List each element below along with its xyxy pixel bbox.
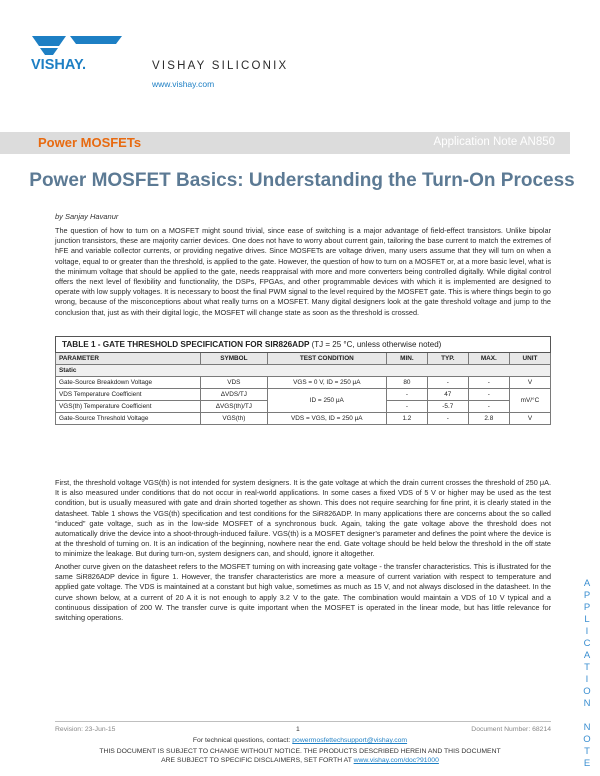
cell-symbol: ΔVDS/TJ — [201, 389, 268, 401]
col-header: MAX. — [468, 353, 509, 365]
transfer-curve-paragraph: Another curve given on the datasheet refers to the MOSFET turning on with increasing gate voltage - the transfer characteristics. This is illustrated for the same SiR826ADP device in figure 1. However, the transfer characteristics are more a measure of current variation with respect to temperature and applied gate voltage. The VDS is maintained at a constant but high value, sometimes as much as 15 V, and not always disclosed in the datasheet. In the curve shown below, at a current of 20 A it is not enough to apply 3.2 V to the gate. The combination would maintain a VDS of 10 V typical and a continuous dissipation of 200 W. The transfer curve is quite important when the MOSFET is operated in the linear mode, but has little relevance for switching operations. — [55, 562, 551, 623]
side-label-letter: O — [583, 734, 591, 745]
cell-symbol: VDS — [201, 377, 268, 389]
col-header: MIN. — [386, 353, 427, 365]
gate-threshold-table — [55, 336, 551, 425]
table-header-row — [56, 353, 551, 365]
byline: by Sanjay Havanur — [55, 212, 119, 221]
threshold-paragraph: First, the threshold voltage VGS(th) is not intended for system designers. It is the gate voltage at which the drain current crosses the threshold of 250 μA. It is also measured under conditions that do not occur in real-world applications. In some cases a fixed VDS of 5 V or higher may be used as the test condition, but is usually measured with gate and drain shorted together as shown. This does not require searching for fine print, it is clearly stated in the datasheet. Table 1 shows the VGS(th) specification and test conditions for the SiR826ADP. In many applications there are concerns about the so called “induced” gate voltage, such as in the low-side MOSFET of a synchronous buck. Again, taking the gate voltage above the threshold does not automatically drive the device into a shoot-through-induced failure. VGS(th) is a MOSFET designer’s parameter and defines the point where the device is at the threshold of turning on. It is an indication of the beginning, nowhere near the end. Gate voltage should be held below the threshold in the off state to minimize the leakage. But during turn-on, system designers can, and should, ignore it altogether. — [55, 478, 551, 559]
table-caption-title: TABLE 1 - GATE THRESHOLD SPECIFICATION FOR SIR826ADP — [62, 340, 310, 349]
table-caption-condition: (TJ = 25 °C, unless otherwise noted) — [311, 340, 442, 349]
cell-typ: - — [427, 377, 468, 389]
disclaimer-link[interactable]: www.vishay.com/doc?91000 — [353, 757, 439, 764]
side-label-letter: T — [584, 746, 590, 757]
vishay-logo — [30, 34, 124, 72]
cell-unit: V — [509, 413, 550, 425]
document-number: Document Number: 68214 — [471, 726, 551, 733]
table-row — [56, 377, 551, 389]
page-title: Power MOSFET Basics: Understanding the Turn-On Process — [29, 170, 575, 191]
cell-symbol: ΔVGS(th)/TJ — [201, 401, 268, 413]
cell-typ: - — [427, 413, 468, 425]
side-label-letter — [579, 710, 595, 722]
side-label-letter: A — [583, 578, 591, 589]
side-label-letter: I — [585, 674, 589, 685]
side-label-letter: E — [583, 758, 591, 769]
side-label-letter: A — [583, 650, 591, 661]
cell-param: VGS(th) Temperature Coefficient — [56, 401, 201, 413]
disclaimer-line-2 — [0, 757, 600, 764]
side-label-letter: N — [583, 698, 591, 709]
cell-max: 2.8 — [468, 413, 509, 425]
contact-prefix: For technical questions, contact: — [192, 737, 291, 744]
table-caption — [56, 337, 551, 353]
table-row — [56, 389, 551, 401]
cell-cond: VDS = VGS, ID = 250 μA — [267, 413, 386, 425]
cell-param: Gate-Source Breakdown Voltage — [56, 377, 201, 389]
cell-cond: VGS = 0 V, ID = 250 μA — [267, 377, 386, 389]
cell-param: Gate-Source Threshold Voltage — [56, 413, 201, 425]
side-label-letter: P — [583, 590, 591, 601]
side-label-letter: O — [583, 686, 591, 697]
table-section-label: Static — [56, 365, 551, 377]
banner-app-note: Application Note AN850 — [433, 136, 555, 148]
company-name: VISHAY SILICONIX — [152, 60, 289, 72]
side-label-letter: T — [584, 662, 590, 673]
side-label-letter: L — [584, 614, 590, 625]
disclaimer-prefix: ARE SUBJECT TO SPECIFIC DISCLAIMERS, SET FORTH AT — [161, 757, 352, 764]
cell-typ: 47 — [427, 389, 468, 401]
col-header: TYP. — [427, 353, 468, 365]
side-label-letter: N — [583, 722, 591, 733]
page-number: 1 — [296, 726, 300, 733]
cell-symbol: VGS(th) — [201, 413, 268, 425]
intro-paragraph: The question of how to turn on a MOSFET might sound trivial, since ease of switching is a major advantage of field-effect transistors. Unlike bipolar junction transistors, these are majority carrier devices. One does not have to worry about current gain, tailoring the base current to match the extremes of hFE and variable collector currents, or providing negative drives. Since MOSFETs are voltage driven, many users assume that they will turn on when a voltage, equal to or greater than the threshold, is applied to the gate. However, the question of how to turn on a MOSFET or, at a more basic level, what is the minimum voltage that should be applied to the gate, needs reappraisal with more and more converters being controlled digitally. While digital control offers the next level of flexibility and functionality, the DSPs, FPGAs, and other programmable devices with which it is implemented are designed to operate with low supply voltages. It is necessary to boost the final PWM signal to the level required by the MOSFET gate. This is where things begin to go wrong, because of the misconceptions about what really turns on a MOSFET. Many digital designers look at the gate threshold voltage and jump to the conclusion that, just as with their digital logic, the MOSFET will change state as soon as the threshold is crossed. — [55, 226, 551, 317]
col-header: TEST CONDITION — [267, 353, 386, 365]
banner-category: Power MOSFETs — [38, 135, 142, 150]
cell-max: - — [468, 389, 509, 401]
cell-unit: mV/°C — [509, 389, 550, 413]
cell-min: - — [386, 389, 427, 401]
cell-cond: ID = 250 μA — [267, 389, 386, 413]
table-section-row — [56, 365, 551, 377]
contact-line — [0, 737, 600, 744]
cell-typ: -5.7 — [427, 401, 468, 413]
side-label-letter: I — [585, 626, 589, 637]
cell-min: 80 — [386, 377, 427, 389]
cell-max: - — [468, 377, 509, 389]
cell-param: VDS Temperature Coefficient — [56, 389, 201, 401]
side-label-letter: P — [583, 602, 591, 613]
col-header: UNIT — [509, 353, 550, 365]
table-row — [56, 413, 551, 425]
logo-text: VISHAY. — [31, 57, 87, 72]
col-header: PARAMETER — [56, 353, 201, 365]
side-label-letter: C — [583, 638, 591, 649]
contact-email-link[interactable]: powermosfettechsupport@vishay.com — [292, 737, 408, 744]
revision: Revision: 23-Jun-15 — [55, 726, 116, 733]
website-link[interactable]: www.vishay.com — [152, 79, 215, 89]
cell-unit: V — [509, 377, 550, 389]
cell-min: 1.2 — [386, 413, 427, 425]
cell-min: - — [386, 401, 427, 413]
disclaimer-line-1: THIS DOCUMENT IS SUBJECT TO CHANGE WITHOUT NOTICE. THE PRODUCTS DESCRIBED HEREIN AND THIS DOCUMENT — [99, 748, 501, 755]
cell-max: - — [468, 401, 509, 413]
footer-divider — [55, 721, 551, 722]
col-header: SYMBOL — [201, 353, 268, 365]
